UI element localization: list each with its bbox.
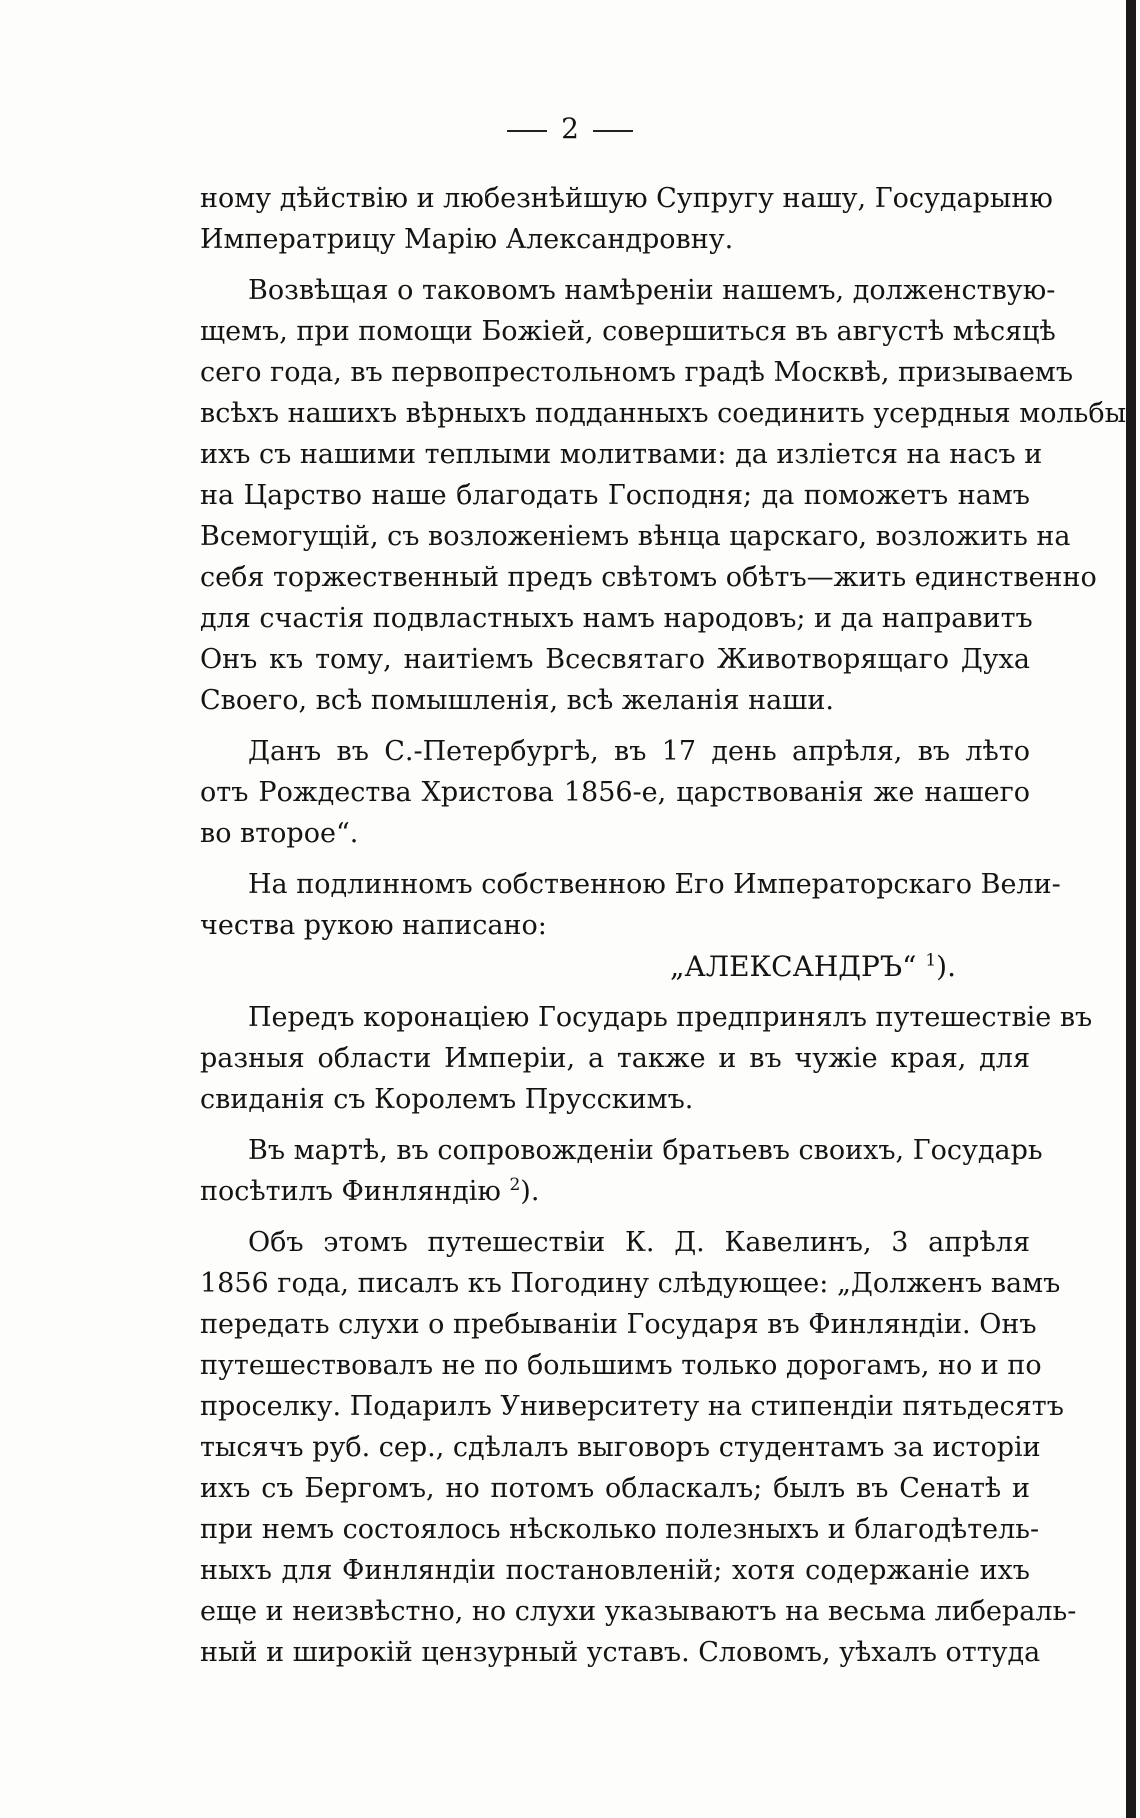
text-line: свиданія съ Королемъ Прусскимъ. xyxy=(200,1084,694,1115)
text-line: ихъ съ Бергомъ, но потомъ обласкалъ; былъ въ Сенатѣ и xyxy=(200,1473,1030,1504)
text-line: еще и неизвѣстно, но слухи указываютъ на весьма либераль- xyxy=(200,1596,1077,1627)
text-line: на Царство наше благодать Господня; да поможетъ намъ xyxy=(200,480,1030,511)
text-line: при немъ состоялось нѣсколько полезныхъ и благодѣтель- xyxy=(200,1514,1040,1545)
text-line: передать слухи о пребываніи Государя въ Финляндіи. Онъ xyxy=(200,1309,1037,1340)
text-line: отъ Рождества Христова 1856-е, царствованія же нашего xyxy=(200,777,1030,808)
dash-left xyxy=(507,130,547,132)
body-text xyxy=(200,178,1127,1673)
text-line: тысячъ руб. сер., сдѣлалъ выговоръ студентамъ за исторіи xyxy=(200,1432,1041,1463)
footnote-mark: 2 xyxy=(509,1175,521,1195)
text-line: Возвѣщая о таковомъ намѣреніи нашемъ, долженствую- xyxy=(248,275,1056,306)
page-edge xyxy=(1126,0,1136,1818)
footnote-mark: 1 xyxy=(925,950,937,971)
text-line: сего года, въ первопрестольномъ градѣ Москвѣ, призываемъ xyxy=(200,357,1073,388)
text-line: Своего, всѣ помышленія, всѣ желанія наши. xyxy=(200,685,834,716)
text-line: Данъ въ С.-Петербургѣ, въ 17 день апрѣля, въ лѣто xyxy=(248,736,1030,767)
text-line: 1856 года, писалъ къ Погодину слѣдующее: „Долженъ вамъ xyxy=(200,1268,1061,1299)
text-line: ихъ съ нашими теплыми молитвами: да изліется на насъ и xyxy=(200,439,1043,470)
text-line: всѣхъ нашихъ вѣрныхъ подданныхъ соединить усердныя мольбы xyxy=(200,398,1127,429)
text-line: Въ мартѣ, въ сопровожденіи братьевъ своихъ, Государь xyxy=(248,1135,1043,1166)
text-line: щемъ, при помощи Божіей, совершиться въ августѣ мѣсяцѣ xyxy=(200,316,1056,347)
text-line: для счастія подвластныхъ намъ народовъ; и да направитъ xyxy=(200,603,1033,634)
text-line: проселку. Подарилъ Университету на стипендіи пятьдесятъ xyxy=(200,1391,1064,1422)
text-line: разныя области Имперіи, а также и въ чужіе края, для xyxy=(200,1043,1030,1074)
dash-right xyxy=(593,130,633,132)
text-line: На подлинномъ собственною Его Императорскаго Вели- xyxy=(248,869,1061,900)
text-line: ныхъ для Финляндіи постановленій; хотя содержаніе ихъ xyxy=(200,1555,1030,1586)
text-line: Объ этомъ путешествіи К. Д. Кавелинъ, 3 апрѣля xyxy=(248,1227,1030,1258)
signature: „АЛЕКСАНДРЪ“ $^1$). xyxy=(670,950,956,983)
text-line: путешествовалъ не по большимъ только дорогамъ, но и по xyxy=(200,1350,1042,1381)
text-line: ному дѣйствію и любезнѣйшую Супругу нашу, Государыню xyxy=(200,183,1053,214)
text-line: посѣтилъ Финляндію $^2$). xyxy=(200,1175,540,1207)
text-line: ный и широкій цензурный уставъ. Словомъ, уѣхалъ оттуда xyxy=(200,1637,1041,1668)
text-line: Онъ къ тому, наитіемъ Всесвятаго Животворящаго Духа xyxy=(200,644,1030,675)
text-line: во второе“. xyxy=(200,818,359,849)
text-line: себя торжественный предъ свѣтомъ обѣтъ—жить единственно xyxy=(200,562,1097,593)
text-line: Всемогущій, съ возложеніемъ вѣнца царскаго, возложить на xyxy=(200,521,1071,552)
text-line: Передъ коронаціею Государь предпринялъ путешествіе въ xyxy=(248,1002,1093,1033)
text-line: чества рукою написано: xyxy=(200,910,547,941)
page-number: 2 xyxy=(0,112,1140,145)
text-line: Императрицу Марію Александровну. xyxy=(200,224,734,255)
